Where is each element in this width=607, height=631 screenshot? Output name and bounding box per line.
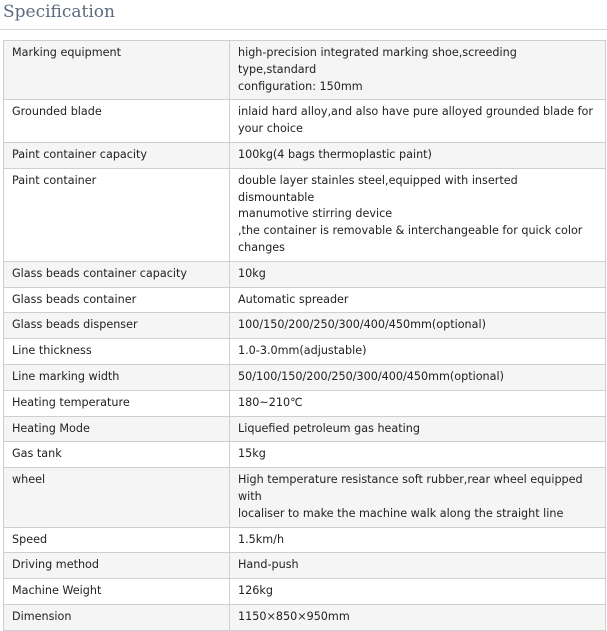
- spec-label: Heating Mode: [4, 416, 230, 442]
- table-row: [4, 339, 606, 365]
- spec-label: Driving method: [4, 553, 230, 579]
- table-row: [4, 287, 606, 313]
- table-row: [4, 313, 606, 339]
- spec-value: 1150×850×950mm: [230, 604, 606, 630]
- spec-value: 10kg: [230, 261, 606, 287]
- spec-label: Paint container: [4, 168, 230, 261]
- spec-value: 100kg(4 bags thermoplastic paint): [230, 142, 606, 168]
- table-row: [4, 41, 606, 100]
- spec-label: Glass beads dispenser: [4, 313, 230, 339]
- spec-value: 1.0-3.0mm(adjustable): [230, 339, 606, 365]
- table-row: [4, 142, 606, 168]
- spec-label: Dimension: [4, 604, 230, 630]
- table-row: [4, 604, 606, 630]
- spec-label: Gas tank: [4, 442, 230, 468]
- spec-value: double layer stainles steel,equipped with inserted dismountable manumotive stirring device ,the container is removable & interchangeable for quick color changes: [230, 168, 606, 261]
- table-row: [4, 553, 606, 579]
- spec-value: 15kg: [230, 442, 606, 468]
- spec-label: Line thickness: [4, 339, 230, 365]
- spec-value: inlaid hard alloy,and also have pure alloyed grounded blade for your choice: [230, 100, 606, 143]
- table-row: [4, 579, 606, 605]
- spec-label: Line marking width: [4, 364, 230, 390]
- spec-label: Heating temperature: [4, 390, 230, 416]
- table-row: [4, 468, 606, 527]
- spec-label: Glass beads container: [4, 287, 230, 313]
- spec-value: 180~210℃: [230, 390, 606, 416]
- specification-table: [3, 40, 606, 631]
- spec-label: Machine Weight: [4, 579, 230, 605]
- table-row: [4, 527, 606, 553]
- spec-label: Paint container capacity: [4, 142, 230, 168]
- table-row: [4, 261, 606, 287]
- table-row: [4, 390, 606, 416]
- spec-value: 100/150/200/250/300/400/450mm(optional): [230, 313, 606, 339]
- spec-value: high-precision integrated marking shoe,screeding type,standard configuration: 150mm: [230, 41, 606, 100]
- spec-label: Glass beads container capacity: [4, 261, 230, 287]
- spec-value: Automatic spreader: [230, 287, 606, 313]
- spec-label: Grounded blade: [4, 100, 230, 143]
- spec-value: High temperature resistance soft rubber,rear wheel equipped with localiser to make the machine walk along the straight line: [230, 468, 606, 527]
- title-divider: [0, 29, 607, 30]
- spec-label: Marking equipment: [4, 41, 230, 100]
- spec-value: 50/100/150/200/250/300/400/450mm(optional): [230, 364, 606, 390]
- spec-value: Hand-push: [230, 553, 606, 579]
- table-row: [4, 364, 606, 390]
- spec-value: Liquefied petroleum gas heating: [230, 416, 606, 442]
- spec-label: wheel: [4, 468, 230, 527]
- table-row: [4, 416, 606, 442]
- table-row: [4, 100, 606, 143]
- spec-label: Speed: [4, 527, 230, 553]
- spec-value: 126kg: [230, 579, 606, 605]
- page-title: Specification: [3, 2, 115, 22]
- spec-value: 1.5km/h: [230, 527, 606, 553]
- table-row: [4, 442, 606, 468]
- table-row: [4, 168, 606, 261]
